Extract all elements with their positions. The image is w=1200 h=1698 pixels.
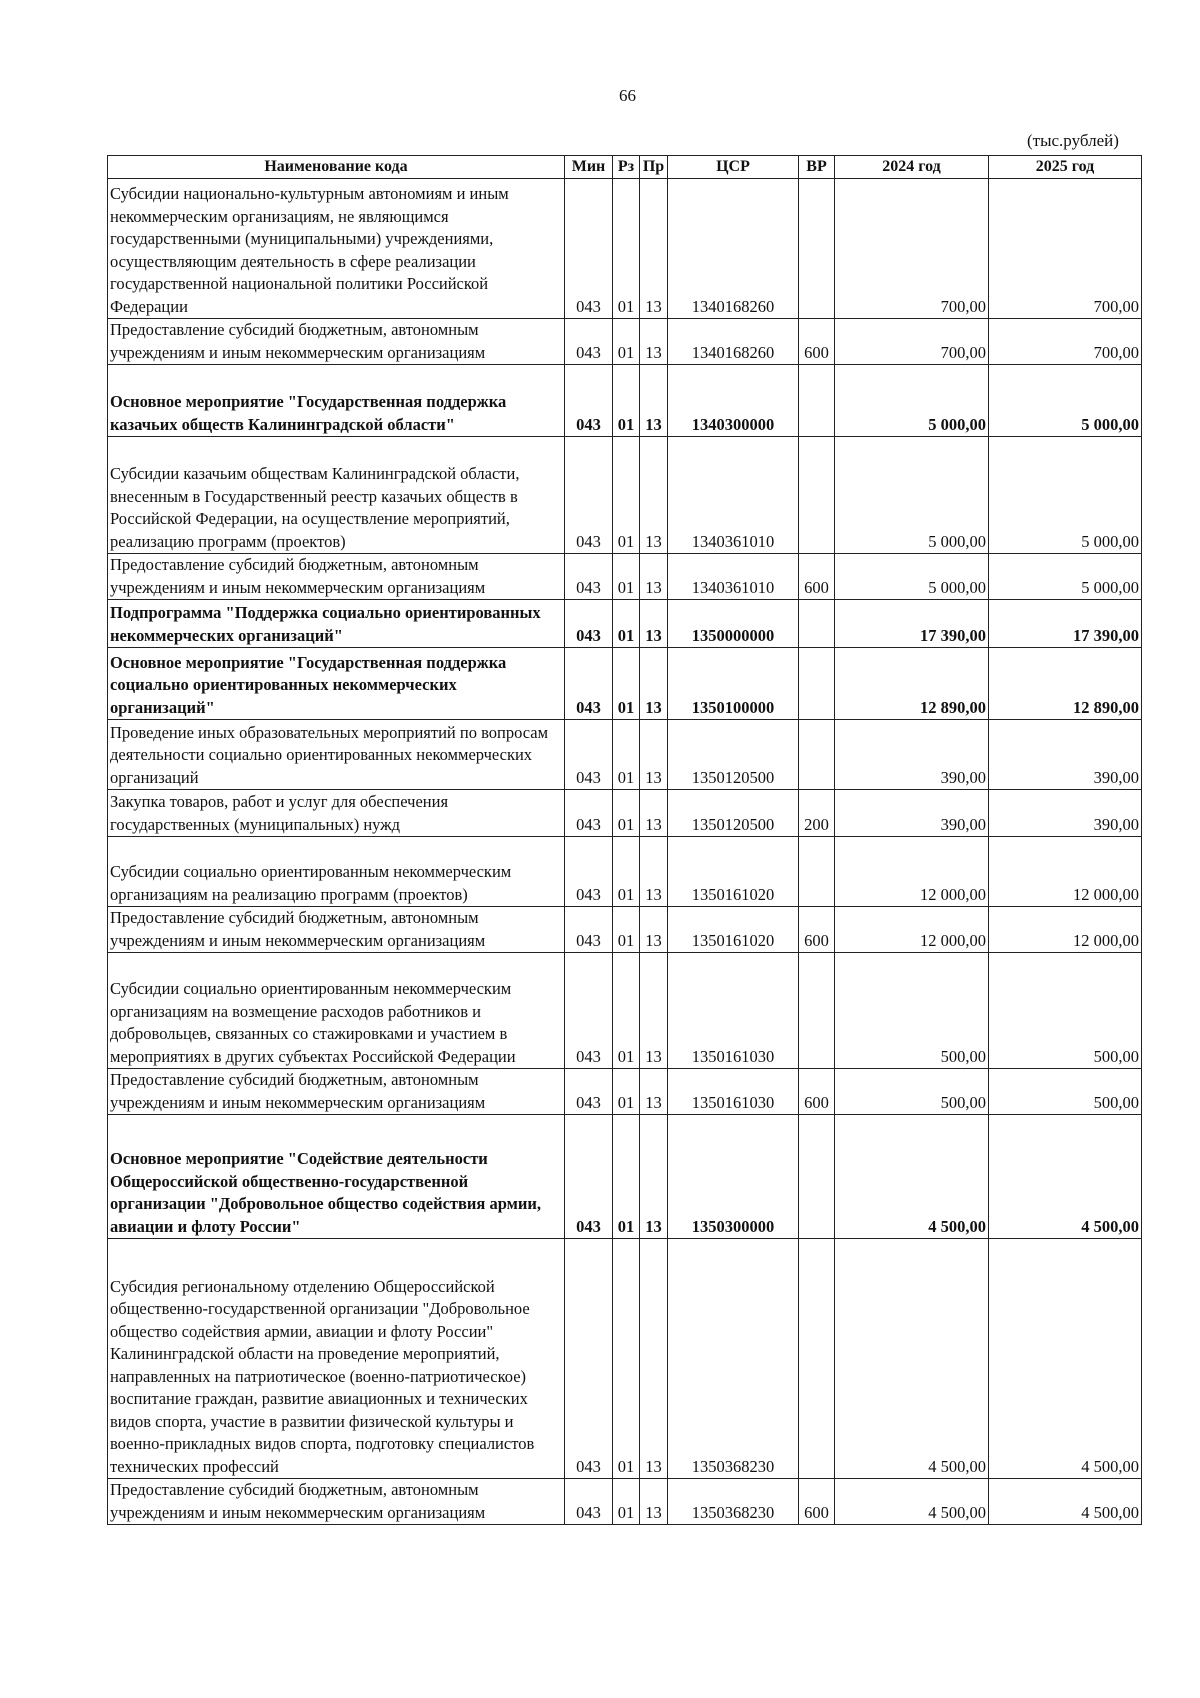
budget-table — [107, 155, 1142, 1525]
row-vr — [799, 179, 835, 319]
row-vr — [799, 1239, 835, 1479]
row-rz: 01 — [613, 600, 640, 648]
row-csr: 1350000000 — [668, 600, 799, 648]
table-row — [108, 790, 1142, 837]
row-rz: 01 — [613, 319, 640, 365]
row-min: 043 — [565, 319, 613, 365]
row-min: 043 — [565, 648, 613, 720]
row-rz: 01 — [613, 1479, 640, 1525]
row-2025: 700,00 — [989, 319, 1142, 365]
row-csr: 1340361010 — [668, 554, 799, 600]
row-min: 043 — [565, 1069, 613, 1115]
row-csr: 1340168260 — [668, 179, 799, 319]
table-row — [108, 837, 1142, 907]
row-2024: 390,00 — [835, 720, 989, 790]
row-csr: 1350368230 — [668, 1479, 799, 1525]
row-pr: 13 — [640, 1239, 668, 1479]
row-name: Предоставление субсидий бюджетным, автономным учреждениям и иным некоммерческим организациям — [108, 319, 565, 365]
row-name: Проведение иных образовательных мероприятий по вопросам деятельности социально ориентированных некоммерческих организаций — [108, 720, 565, 790]
row-pr: 13 — [640, 319, 668, 365]
table-row — [108, 720, 1142, 790]
row-vr: 600 — [799, 1479, 835, 1525]
row-csr: 1350100000 — [668, 648, 799, 720]
row-2024: 4 500,00 — [835, 1115, 989, 1239]
row-name: Субсидии национально-культурным автономиям и иным некоммерческим организациям, не являющимся государственными (муниципальными) учреждениями, осуществляющим деятельность в сфере реализации государственной национальной политики Российской Федерации — [108, 179, 565, 319]
row-min: 043 — [565, 1479, 613, 1525]
row-2025: 12 890,00 — [989, 648, 1142, 720]
row-2025: 500,00 — [989, 953, 1142, 1069]
row-pr: 13 — [640, 790, 668, 837]
header-vr: ВР — [799, 156, 835, 179]
row-name: Предоставление субсидий бюджетным, автономным учреждениям и иным некоммерческим организациям — [108, 1479, 565, 1525]
row-rz: 01 — [613, 365, 640, 437]
row-2024: 4 500,00 — [835, 1479, 989, 1525]
row-2025: 4 500,00 — [989, 1239, 1142, 1479]
row-min: 043 — [565, 1239, 613, 1479]
row-name: Основное мероприятие "Содействие деятельности Общероссийской общественно-государственной организации "Добровольное общество содействия армии, авиации и флоту России" — [108, 1115, 565, 1239]
header-min: Мин — [565, 156, 613, 179]
row-2024: 5 000,00 — [835, 365, 989, 437]
page-number: 66 — [619, 86, 636, 105]
table-row — [108, 1479, 1142, 1525]
table-row — [108, 1115, 1142, 1239]
row-pr: 13 — [640, 837, 668, 907]
row-csr: 1350300000 — [668, 1115, 799, 1239]
row-2025: 5 000,00 — [989, 437, 1142, 554]
row-csr: 1350161020 — [668, 907, 799, 953]
row-min: 043 — [565, 907, 613, 953]
table-row — [108, 648, 1142, 720]
row-name: Субсидия региональному отделению Общероссийской общественно-государственной организации "Добровольное общество содействия армии, авиации и флоту России" Калининградской области на проведение мероприятий, направленных на патриотическое (военно-патриотическое) воспитание граждан, развитие авиационных и технических видов спорта, участие в развитии физической культуры и военно-прикладных видов спорта, подготовку специалистов технических профессий — [108, 1239, 565, 1479]
row-rz: 01 — [613, 907, 640, 953]
table-row — [108, 600, 1142, 648]
row-2024: 12 000,00 — [835, 837, 989, 907]
row-min: 043 — [565, 600, 613, 648]
row-min: 043 — [565, 554, 613, 600]
row-pr: 13 — [640, 1115, 668, 1239]
row-2025: 4 500,00 — [989, 1115, 1142, 1239]
row-vr: 600 — [799, 554, 835, 600]
row-rz: 01 — [613, 837, 640, 907]
row-name: Предоставление субсидий бюджетным, автономным учреждениям и иным некоммерческим организациям — [108, 907, 565, 953]
row-name: Субсидии социально ориентированным некоммерческим организациям на реализацию программ (проектов) — [108, 837, 565, 907]
row-pr: 13 — [640, 437, 668, 554]
row-rz: 01 — [613, 437, 640, 554]
row-vr: 600 — [799, 319, 835, 365]
row-csr: 1340168260 — [668, 319, 799, 365]
row-2025: 4 500,00 — [989, 1479, 1142, 1525]
row-csr: 1340300000 — [668, 365, 799, 437]
header-2024: 2024 год — [835, 156, 989, 179]
row-2024: 12 890,00 — [835, 648, 989, 720]
row-name: Подпрограмма "Поддержка социально ориентированных некоммерческих организаций" — [108, 600, 565, 648]
row-2025: 390,00 — [989, 720, 1142, 790]
row-rz: 01 — [613, 648, 640, 720]
row-min: 043 — [565, 365, 613, 437]
row-name: Закупка товаров, работ и услуг для обеспечения государственных (муниципальных) нужд — [108, 790, 565, 837]
row-pr: 13 — [640, 365, 668, 437]
row-pr: 13 — [640, 600, 668, 648]
row-2025: 390,00 — [989, 790, 1142, 837]
row-2024: 390,00 — [835, 790, 989, 837]
row-csr: 1340361010 — [668, 437, 799, 554]
row-vr: 200 — [799, 790, 835, 837]
row-2024: 17 390,00 — [835, 600, 989, 648]
row-2024: 700,00 — [835, 319, 989, 365]
row-name: Субсидии социально ориентированным некоммерческим организациям на возмещение расходов работников и добровольцев, связанных со стажировками и участием в мероприятиях в других субъектах Российской Федерации — [108, 953, 565, 1069]
row-2024: 700,00 — [835, 179, 989, 319]
row-csr: 1350120500 — [668, 720, 799, 790]
row-min: 043 — [565, 179, 613, 319]
header-pr: Пр — [640, 156, 668, 179]
row-csr: 1350161030 — [668, 953, 799, 1069]
row-name: Основное мероприятие "Государственная поддержка казачьих обществ Калининградской области" — [108, 365, 565, 437]
row-pr: 13 — [640, 648, 668, 720]
row-pr: 13 — [640, 1069, 668, 1115]
table-row — [108, 554, 1142, 600]
row-2025: 700,00 — [989, 179, 1142, 319]
row-rz: 01 — [613, 953, 640, 1069]
row-2024: 12 000,00 — [835, 907, 989, 953]
row-vr — [799, 720, 835, 790]
row-pr: 13 — [640, 720, 668, 790]
row-2024: 500,00 — [835, 1069, 989, 1115]
header-csr: ЦСР — [668, 156, 799, 179]
row-vr — [799, 437, 835, 554]
table-row — [108, 907, 1142, 953]
row-name: Предоставление субсидий бюджетным, автономным учреждениям и иным некоммерческим организациям — [108, 1069, 565, 1115]
row-vr: 600 — [799, 907, 835, 953]
row-min: 043 — [565, 720, 613, 790]
row-csr: 1350161030 — [668, 1069, 799, 1115]
row-pr: 13 — [640, 179, 668, 319]
row-csr: 1350120500 — [668, 790, 799, 837]
row-vr — [799, 365, 835, 437]
row-2025: 5 000,00 — [989, 554, 1142, 600]
row-min: 043 — [565, 953, 613, 1069]
row-min: 043 — [565, 790, 613, 837]
row-pr: 13 — [640, 953, 668, 1069]
units-label: (тыс.рублей) — [1027, 131, 1119, 150]
row-2024: 500,00 — [835, 953, 989, 1069]
header-rz: Рз — [613, 156, 640, 179]
table-row — [108, 953, 1142, 1069]
row-vr: 600 — [799, 1069, 835, 1115]
row-rz: 01 — [613, 554, 640, 600]
row-rz: 01 — [613, 720, 640, 790]
row-min: 043 — [565, 837, 613, 907]
row-2025: 12 000,00 — [989, 907, 1142, 953]
header-name: Наименование кода — [108, 156, 565, 179]
row-vr — [799, 648, 835, 720]
row-pr: 13 — [640, 554, 668, 600]
row-csr: 1350161020 — [668, 837, 799, 907]
table-row — [108, 1069, 1142, 1115]
row-2024: 5 000,00 — [835, 437, 989, 554]
row-vr — [799, 600, 835, 648]
row-name: Субсидии казачьим обществам Калининградской области, внесенным в Государственный реестр казачьих обществ в Российской Федерации, на осуществление мероприятий, реализацию программ (проектов) — [108, 437, 565, 554]
row-2025: 12 000,00 — [989, 837, 1142, 907]
table-row — [108, 1239, 1142, 1479]
row-name: Предоставление субсидий бюджетным, автономным учреждениям и иным некоммерческим организациям — [108, 554, 565, 600]
row-pr: 13 — [640, 907, 668, 953]
row-rz: 01 — [613, 1115, 640, 1239]
table-row — [108, 365, 1142, 437]
row-rz: 01 — [613, 790, 640, 837]
row-min: 043 — [565, 437, 613, 554]
row-pr: 13 — [640, 1479, 668, 1525]
row-vr — [799, 953, 835, 1069]
row-2024: 4 500,00 — [835, 1239, 989, 1479]
header-2025: 2025 год — [989, 156, 1142, 179]
row-rz: 01 — [613, 1239, 640, 1479]
table-row — [108, 179, 1142, 319]
row-2025: 500,00 — [989, 1069, 1142, 1115]
row-vr — [799, 1115, 835, 1239]
table-row — [108, 319, 1142, 365]
row-csr: 1350368230 — [668, 1239, 799, 1479]
table-header-row — [108, 156, 1142, 179]
row-rz: 01 — [613, 1069, 640, 1115]
row-2024: 5 000,00 — [835, 554, 989, 600]
row-rz: 01 — [613, 179, 640, 319]
row-2025: 17 390,00 — [989, 600, 1142, 648]
row-vr — [799, 837, 835, 907]
row-2025: 5 000,00 — [989, 365, 1142, 437]
row-name: Основное мероприятие "Государственная поддержка социально ориентированных некоммерческих организаций" — [108, 648, 565, 720]
row-min: 043 — [565, 1115, 613, 1239]
table-row — [108, 437, 1142, 554]
